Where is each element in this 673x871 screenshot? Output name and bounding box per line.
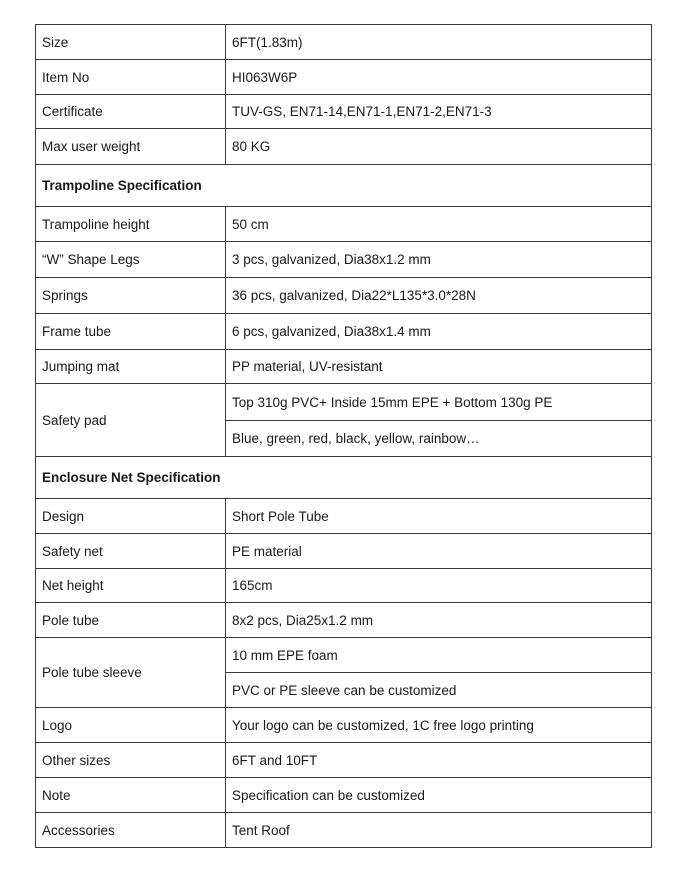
- table-row: [36, 813, 652, 848]
- row-label: Frame tube: [36, 314, 226, 350]
- row-label: Net height: [36, 569, 226, 603]
- table-row: [36, 60, 652, 95]
- table-row: [36, 708, 652, 743]
- row-value: 10 mm EPE foam: [226, 638, 652, 673]
- row-label: Safety net: [36, 534, 226, 569]
- row-value: 6FT(1.83m): [226, 25, 652, 60]
- row-label: Other sizes: [36, 743, 226, 778]
- row-label: Size: [36, 25, 226, 60]
- table-row: [36, 778, 652, 813]
- table-row: [36, 350, 652, 384]
- row-value: HI063W6P: [226, 60, 652, 95]
- row-label: Springs: [36, 278, 226, 314]
- spec-table: [35, 24, 652, 848]
- row-value: Specification can be customized: [226, 778, 652, 813]
- row-value: PP material, UV-resistant: [226, 350, 652, 384]
- row-label: Accessories: [36, 813, 226, 848]
- table-row: [36, 499, 652, 534]
- section-heading-row: [36, 457, 652, 499]
- row-label: “W” Shape Legs: [36, 242, 226, 278]
- row-value: Tent Roof: [226, 813, 652, 848]
- row-value: 6 pcs, galvanized, Dia38x1.4 mm: [226, 314, 652, 350]
- table-row: [36, 743, 652, 778]
- row-value: 6FT and 10FT: [226, 743, 652, 778]
- row-value: 80 KG: [226, 129, 652, 165]
- row-value: Short Pole Tube: [226, 499, 652, 534]
- table-row: [36, 278, 652, 314]
- table-row: [36, 25, 652, 60]
- row-value: 8x2 pcs, Dia25x1.2 mm: [226, 603, 652, 638]
- table-row: [36, 569, 652, 603]
- table-row: [36, 638, 652, 673]
- row-label: Logo: [36, 708, 226, 743]
- table-row: [36, 207, 652, 242]
- row-value: 3 pcs, galvanized, Dia38x1.2 mm: [226, 242, 652, 278]
- row-label: Jumping mat: [36, 350, 226, 384]
- table-row: [36, 603, 652, 638]
- row-value: PVC or PE sleeve can be customized: [226, 673, 652, 708]
- row-value: PE material: [226, 534, 652, 569]
- row-value: Top 310g PVC+ Inside 15mm EPE + Bottom 130g PE: [226, 384, 652, 421]
- row-label: Item No: [36, 60, 226, 95]
- row-value: 50 cm: [226, 207, 652, 242]
- row-label: Pole tube: [36, 603, 226, 638]
- row-label: Max user weight: [36, 129, 226, 165]
- row-label: Pole tube sleeve: [36, 638, 226, 708]
- row-value: TUV-GS, EN71-14,EN71-1,EN71-2,EN71-3: [226, 95, 652, 129]
- row-value: Blue, green, red, black, yellow, rainbow…: [226, 421, 652, 457]
- table-row: [36, 129, 652, 165]
- row-value: 165cm: [226, 569, 652, 603]
- row-label: Certificate: [36, 95, 226, 129]
- section-heading-row: [36, 165, 652, 207]
- table-row: [36, 242, 652, 278]
- row-value: Your logo can be customized, 1C free logo printing: [226, 708, 652, 743]
- row-label: Safety pad: [36, 384, 226, 457]
- table-row: [36, 384, 652, 421]
- trampoline-section-heading: Trampoline Specification: [36, 165, 652, 207]
- table-row: [36, 95, 652, 129]
- table-row: [36, 534, 652, 569]
- row-label: Trampoline height: [36, 207, 226, 242]
- table-row: [36, 314, 652, 350]
- enclosure-section-heading: Enclosure Net Specification: [36, 457, 652, 499]
- row-label: Design: [36, 499, 226, 534]
- row-value: 36 pcs, galvanized, Dia22*L135*3.0*28N: [226, 278, 652, 314]
- row-label: Note: [36, 778, 226, 813]
